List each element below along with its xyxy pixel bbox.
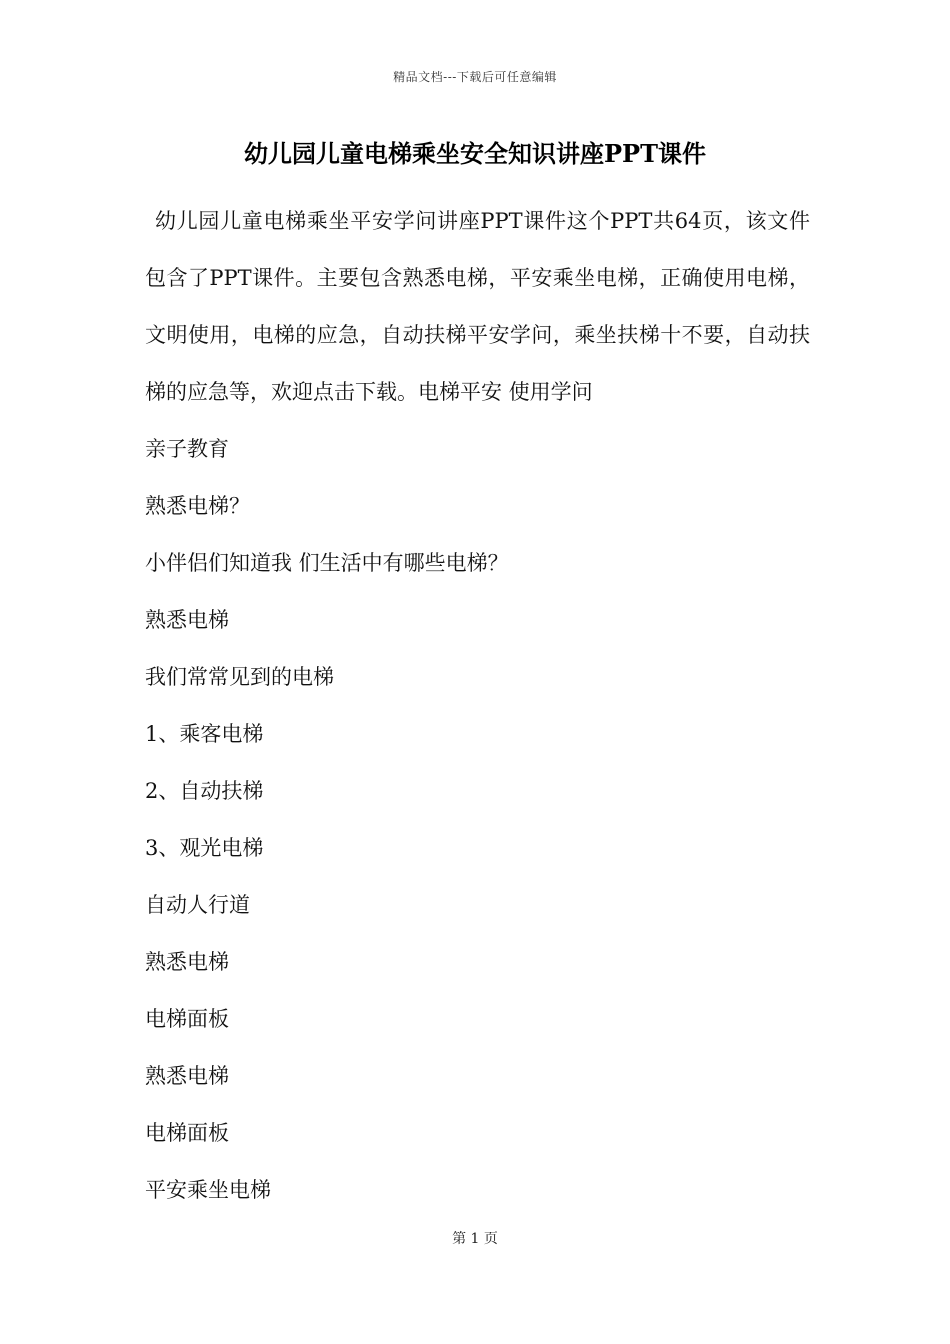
document-body [145, 193, 810, 1219]
body-line: 2、自动扶梯 [145, 779, 264, 803]
body-line: 3、观光电梯 [145, 836, 264, 860]
body-line: 熟悉电梯 [145, 950, 229, 974]
body-line: 自动人行道 [145, 893, 250, 917]
body-line: 熟悉电梯？ [145, 494, 250, 518]
body-line: 电梯面板 [145, 1121, 229, 1145]
body-line: 熟悉电梯 [145, 608, 229, 632]
body-line: 小伴侣们知道我 们生活中有哪些电梯？ [145, 551, 509, 575]
document-title: 幼儿园儿童电梯乘坐安全知识讲座PPT课件 [244, 139, 706, 168]
body-line: 电梯面板 [145, 1007, 229, 1031]
page-header: 精品文档---下载后可任意编辑 [393, 70, 557, 84]
body-line: 亲子教育 [145, 437, 229, 461]
body-line: 熟悉电梯 [145, 1064, 229, 1088]
page-number: 第 1 页 [452, 1231, 498, 1247]
intro-paragraph: 幼儿园儿童电梯乘坐平安学问讲座PPT课件这个PPT共64页，该文件包含了PPT课件。主要包含熟悉电梯，平安乘坐电梯，正确使用电梯，文明使用，电梯的应急，自动扶梯平安学问，乘坐扶梯十不要，自动扶梯的应急等，欢迎点击下载。电梯平安 使用学问 [145, 209, 810, 404]
body-line: 我们常常见到的电梯 [145, 665, 334, 689]
body-line: 平安乘坐电梯 [145, 1178, 271, 1202]
body-line: 1、乘客电梯 [145, 722, 264, 746]
